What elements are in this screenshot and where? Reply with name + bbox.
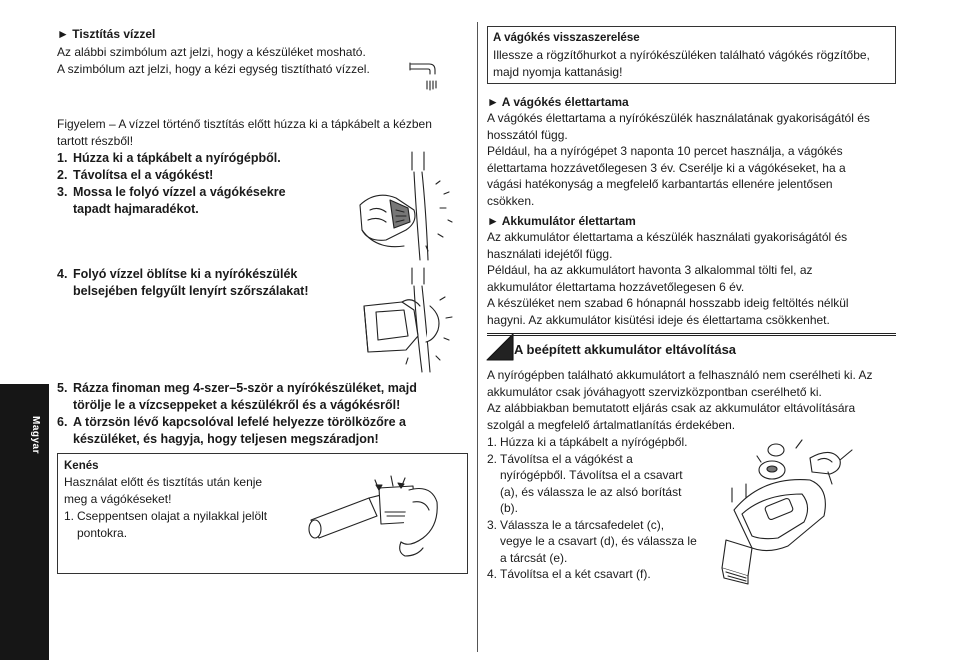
step-item bbox=[57, 380, 417, 414]
section-triangle-icon bbox=[487, 334, 513, 360]
rinse-clipper-illustration bbox=[356, 266, 466, 376]
step-text: Rázza finoman meg 4-szer–5-ször a nyírókészüléket, majd bbox=[73, 381, 417, 395]
battery-removal-exploded-illustration bbox=[712, 436, 887, 586]
text-line: akkumulátor csak jóváhagyott szervizközpontban cserélhető ki. bbox=[487, 384, 822, 399]
battery-life-heading: ► Akkumulátor élettartam bbox=[487, 214, 636, 228]
step-number: 2. bbox=[487, 451, 498, 466]
step-item bbox=[57, 184, 286, 218]
step-text: vegye le a csavart (d), és válassza le bbox=[500, 534, 697, 548]
step-text: a tárcsát (e). bbox=[500, 550, 568, 565]
text-line: A készüléket nem szabad 6 hónapnál hosszabb ideig feltöltés nélkül bbox=[487, 296, 849, 310]
step-number: 6. bbox=[57, 415, 68, 429]
attention-text bbox=[57, 116, 432, 149]
step-item bbox=[487, 517, 697, 567]
step-text: törölje le a vízcseppeket a készülékről és a vágókésről! bbox=[73, 398, 401, 412]
text-line: meg a vágókéseket! bbox=[64, 491, 172, 506]
step-number: 1. bbox=[487, 435, 498, 449]
step-text: Távolítsa el a vágókést! bbox=[73, 168, 214, 182]
step-text: Távolítsa el a vágókést a bbox=[500, 451, 633, 466]
step-number: 2. bbox=[57, 168, 68, 182]
step-item bbox=[57, 150, 286, 167]
text-line: élettartama hozzávetőlegesen 3 év. Cserélje ki a vágókéseket, ha a bbox=[487, 160, 846, 175]
text-line: használati idejétől függ. bbox=[487, 246, 613, 261]
text-line: A nyírógépben található akkumulátort a felhasználó nem cserélheti ki. Az bbox=[487, 368, 873, 382]
step-text: Húzza ki a tápkábelt a nyírógépből. bbox=[500, 435, 688, 449]
battery-removal-text bbox=[487, 367, 873, 433]
oiling-title: Kenés bbox=[64, 460, 99, 472]
text-line: akkumulátor élettartama hozzávetőlegesen 6 év. bbox=[487, 279, 745, 294]
cleaning-steps-5-6 bbox=[57, 380, 417, 448]
section-rule bbox=[487, 335, 896, 336]
text-line: tartott részből! bbox=[57, 133, 134, 148]
text-line: Használat előtt és tisztítás után kenje bbox=[64, 475, 263, 489]
step-number: 1. bbox=[57, 151, 68, 165]
language-side-tab bbox=[0, 384, 49, 660]
column-divider bbox=[477, 22, 478, 652]
battery-removal-heading: A beépített akkumulátor eltávolítása bbox=[514, 342, 737, 357]
battery-removal-steps bbox=[487, 434, 697, 583]
text-line: hosszától függ. bbox=[487, 127, 568, 142]
step-item bbox=[57, 414, 417, 448]
text-line: Az alábbi szimbólum azt jelzi, hogy a készüléket mosható. bbox=[57, 45, 366, 59]
step-number: 5. bbox=[57, 381, 68, 395]
step-item bbox=[487, 566, 697, 583]
text-line: vágási hatékonyság a megfelelő karbantartás ellenére jelentősen bbox=[487, 177, 833, 191]
step-text: tapadt hajmaradékot. bbox=[73, 202, 199, 216]
water-cleaning-text bbox=[57, 44, 370, 77]
step-number: 1. bbox=[64, 509, 75, 523]
step-item bbox=[57, 167, 286, 184]
step-text: Távolítsa el a két csavart (f). bbox=[500, 567, 651, 581]
reassembly-text bbox=[493, 47, 870, 80]
step-text: (b). bbox=[500, 501, 518, 515]
text-line: Az alábbiakban bemutatott eljárás csak az akkumulátor eltávolítására bbox=[487, 401, 856, 415]
step-number: 3. bbox=[487, 517, 498, 532]
step-text: (a), és válassza le az alsó borítást bbox=[500, 484, 682, 499]
oiling-illustration bbox=[305, 472, 445, 562]
step-text: Cseppentsen olajat a nyilakkal jelölt bbox=[77, 509, 268, 523]
text-line: Illessze a rögzítőhurkot a nyírókészüléken található vágókés rögzítőbe, bbox=[493, 48, 870, 62]
battery-life-text bbox=[487, 229, 849, 328]
text-line: szolgál a megfelelő ártalmatlanítás érdekében. bbox=[487, 417, 736, 432]
cleaning-steps-1-3 bbox=[57, 150, 286, 218]
step-text: Húzza ki a tápkábelt a nyírógépből. bbox=[73, 151, 281, 165]
text-line: A vágókés élettartama a nyírókészülék használatának gyakoriságától és bbox=[487, 111, 870, 125]
language-tab-label: Magyar bbox=[30, 416, 41, 455]
section-rule bbox=[487, 333, 896, 334]
step-text: Mossa le folyó vízzel a vágókésekre bbox=[73, 185, 286, 199]
cleaning-step-4 bbox=[57, 266, 309, 300]
step-text: A törzsön lévő kapcsolóval lefelé helyezze törölközőre a bbox=[73, 415, 406, 429]
step-text: pontokra. bbox=[77, 525, 128, 540]
blade-life-heading: ► A vágókés élettartama bbox=[487, 95, 629, 109]
step-item bbox=[57, 266, 309, 300]
step-number: 3. bbox=[57, 185, 68, 199]
text-line: majd nyomja kattanásig! bbox=[493, 64, 623, 79]
step-text: nyírógépből. Távolítsa el a csavart bbox=[500, 468, 683, 482]
step-text: készüléket, és hagyja, hogy teljesen megszáradjon! bbox=[73, 432, 379, 446]
oiling-text bbox=[64, 474, 262, 507]
step-item bbox=[487, 451, 697, 517]
step-text: Folyó vízzel öblítse ki a nyírókészülék bbox=[73, 267, 298, 281]
water-cleaning-heading: ► Tisztítás vízzel bbox=[57, 27, 156, 41]
text-line: Figyelem – A vízzel történő tisztítás előtt húzza ki a tápkábelt a kézben bbox=[57, 117, 432, 131]
step-number: 4. bbox=[487, 567, 498, 581]
step-text: Válassza le a tárcsafedelet (c), bbox=[500, 517, 665, 532]
oiling-step bbox=[64, 508, 267, 541]
reassembly-title: A vágókés visszaszerelése bbox=[493, 32, 640, 44]
text-line: Például, ha a nyírógépet 3 naponta 10 percet használja, a vágókés bbox=[487, 144, 843, 158]
text-line: hagyni. Az akkumulátor kisütési ideje és élettartama csökkenhet. bbox=[487, 312, 830, 327]
faucet-icon bbox=[407, 56, 447, 92]
text-line: A szimbólum azt jelzi, hogy a kézi egység tisztítható vízzel. bbox=[57, 61, 370, 76]
text-line: Az akkumulátor élettartama a készülék használati gyakoriságától és bbox=[487, 230, 848, 244]
text-line: csökken. bbox=[487, 193, 535, 208]
step-text: belsejében felgyűlt lenyírt szőrszálakat! bbox=[73, 284, 309, 298]
blade-life-text bbox=[487, 110, 870, 209]
rinse-blade-illustration bbox=[356, 150, 466, 265]
step-item bbox=[487, 434, 697, 451]
step-number: 4. bbox=[57, 267, 68, 281]
text-line: Például, ha az akkumulátort havonta 3 alkalommal tölti fel, az bbox=[487, 263, 813, 277]
